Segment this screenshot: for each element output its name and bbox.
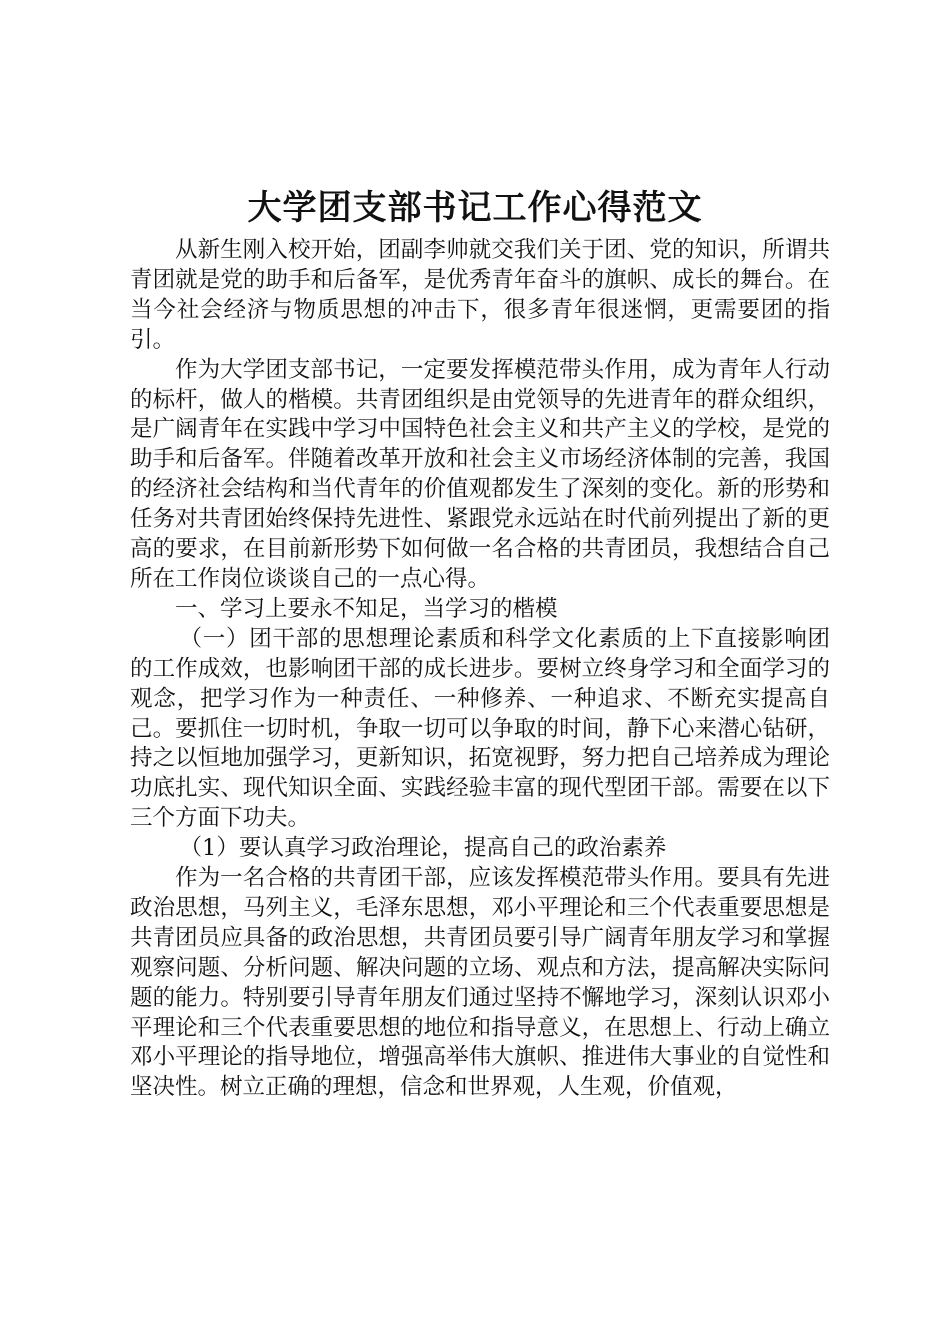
document-title: 大学团支部书记工作心得范文 xyxy=(247,188,703,228)
section-heading-1: 一、学习上要永不知足，当学习的楷模 xyxy=(175,595,558,622)
point-1-paragraph: 作为一名合格的共青团干部，应该发挥模范带头作用。要具有先进政治思想，马列主义，毛泽东思想，邓小平理论和三个代表重要思想是共青团员应具备的政治思想，共青团员要引导广阔青年朋友学习和掌握观察问题、分析问题、解决问题的立场、观点和方法，提高解决实际问题的能力。特别要引导青年朋友们通过坚持不懈地学习，深刻认识邓小平理论和三个代表重要思想的地位和指导意义，在思想上、行动上确立邓小平理论的指导地位，增强高举伟大旗帜、推进伟大事业的自觉性和坚决性。树立正确的理想，信念和世界观，人生观，价值观， xyxy=(130,865,830,1101)
subsection-1-paragraph: （一）团干部的思想理论素质和科学文化素质的上下直接影响团的工作成效，也影响团干部的成长进步。要树立终身学习和全面学习的观念，把学习作为一种责任、一种修养、一种追求、不断充实提高自己。要抓住一切时机，争取一切可以争取的时间，静下心来潜心钻研，持之以恒地加强学习，更新知识，拓宽视野，努力把自己培养成为理论功底扎实、现代知识全面、实践经验丰富的现代型团干部。需要在以下三个方面下功夫。 xyxy=(130,625,830,832)
document-body xyxy=(130,236,830,1103)
point-1-heading: （1）要认真学习政治理论，提高自己的政治素养 xyxy=(179,835,667,862)
paragraph-role: 作为大学团支部书记，一定要发挥模范带头作用，成为青年人行动的标杆，做人的楷模。共青团组织是由党领导的先进青年的群众组织，是广阔青年在实践中学习中国特色社会主义和共产主义的学校，是党的助手和后备军。伴随着改革开放和社会主义市场经济体制的完善，我国的经济社会结构和当代青年的价值观都发生了深刻的变化。新的形势和任务对共青团始终保持先进性、紧跟党永远站在时代前列提出了新的更高的要求，在目前新形势下如何做一名合格的共青团员，我想结合自己所在工作岗位谈谈自己的一点心得。 xyxy=(130,356,830,592)
paragraph-intro: 从新生刚入校开始，团副李帅就交我们关于团、党的知识，所谓共青团就是党的助手和后备军，是优秀青年奋斗的旗帜、成长的舞台。在当今社会经济与物质思想的冲击下，很多青年很迷惘，更需要团的指引。 xyxy=(130,237,830,353)
